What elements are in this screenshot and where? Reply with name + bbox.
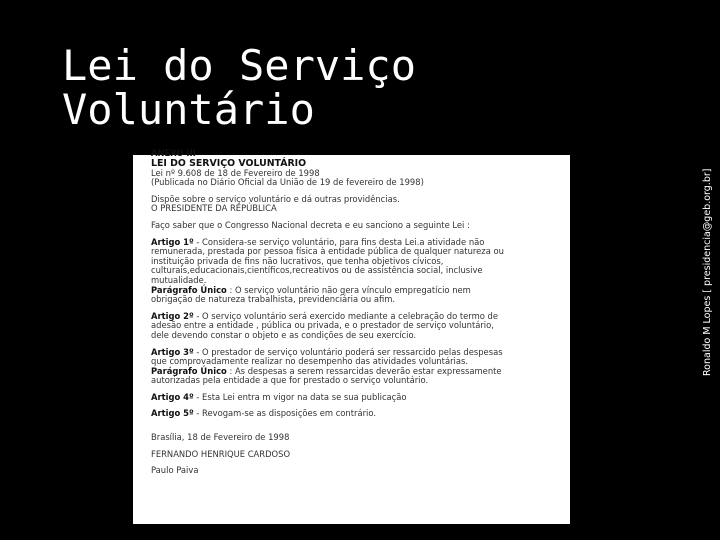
article-5-label: Artigo 5º bbox=[151, 408, 194, 419]
side-credit: Ronaldo M Lopes [ presidencia@geb.org.br] bbox=[702, 168, 713, 376]
article-3-label: Artigo 3º bbox=[151, 346, 194, 357]
article-1-text: culturais,educacionais,científicos,recreativos ou de assistência social, inclusive bbox=[151, 265, 483, 276]
article-1-text: mutualidade. bbox=[151, 274, 207, 285]
paragraph-3-text: autorizadas pela entidade a que for prestado o serviço voluntário. bbox=[151, 375, 429, 386]
article-1-text: instituição privada de fins não lucrativos, que tenha objetivos cívicos, bbox=[151, 255, 444, 266]
doc-heading: LEI DO SERVIÇO VOLUNTÁRIO bbox=[151, 157, 307, 169]
paragraph-1-text: : O serviço voluntário não gera vínculo empregatício nem bbox=[226, 284, 471, 295]
article-2-text: dele devendo constar o objeto e as condições de seu exercício. bbox=[151, 329, 417, 340]
article-2-text: adesão entre a entidade , pública ou privada, e o prestador de serviço voluntário, bbox=[151, 320, 494, 331]
doc-president: O PRESIDENTE DA REPÚBLICA bbox=[151, 203, 277, 214]
doc-top-cut: ANEXO III bbox=[151, 148, 196, 158]
slide-title-line-2: Voluntário bbox=[62, 85, 315, 134]
paragraph-3-text: : As despesas a serem ressarcidas deverão estar expressamente bbox=[226, 365, 502, 376]
paragraph-3-label: Parágrafo Único bbox=[151, 365, 227, 376]
paragraph-1-label: Parágrafo Único bbox=[151, 284, 227, 295]
article-3-text: - O prestador de serviço voluntário poderá ser ressarcido pelas despesas bbox=[193, 346, 503, 357]
article-1-text: remunerada, prestada por pessoa física à entidade pública de qualquer natureza ou bbox=[151, 246, 504, 257]
signatory-2: Paulo Paiva bbox=[151, 465, 199, 476]
law-document-text bbox=[151, 149, 570, 476]
article-1-label: Artigo 1º bbox=[151, 236, 194, 247]
article-2-label: Artigo 2º bbox=[151, 310, 194, 321]
article-5-text: - Revogam-se as disposições em contrário. bbox=[193, 408, 377, 419]
doc-law-number: Lei nº 9.608 de 18 de Fevereiro de 1998 bbox=[151, 167, 320, 178]
article-4-line bbox=[151, 393, 570, 403]
doc-publication: (Publicada no Diário Oficial da União de 19 de fevereiro de 1998) bbox=[151, 177, 424, 188]
article-3-text: que comprovadamente realizar no desempenho das atividades voluntárias. bbox=[151, 356, 469, 367]
article-5-line bbox=[151, 409, 570, 419]
law-document-image bbox=[133, 148, 570, 524]
signatory-1: FERNANDO HENRIQUE CARDOSO bbox=[151, 448, 291, 459]
doc-decree: Faço saber que o Congresso Nacional decreta e eu sanciono a seguinte Lei : bbox=[151, 219, 470, 230]
article-4-label: Artigo 4º bbox=[151, 391, 194, 402]
doc-provides: Dispõe sobre o serviço voluntário e dá outras providências. bbox=[151, 193, 400, 204]
article-4-text: - Esta Lei entra m vigor na data se sua publicação bbox=[193, 391, 407, 402]
slide-title-line-1: Lei do Serviço bbox=[62, 41, 417, 90]
article-1-text: - Considera-se serviço voluntário, para fins desta Lei.a atividade não bbox=[193, 236, 485, 247]
paragraph-1-text: obrigação de natureza trabalhista, previdenciária ou afim. bbox=[151, 294, 396, 305]
article-2-text: - O serviço voluntário será exercido mediante a celebração do termo de bbox=[193, 310, 499, 321]
place-date: Brasília, 18 de Fevereiro de 1998 bbox=[151, 432, 290, 443]
slide-title bbox=[62, 41, 417, 134]
